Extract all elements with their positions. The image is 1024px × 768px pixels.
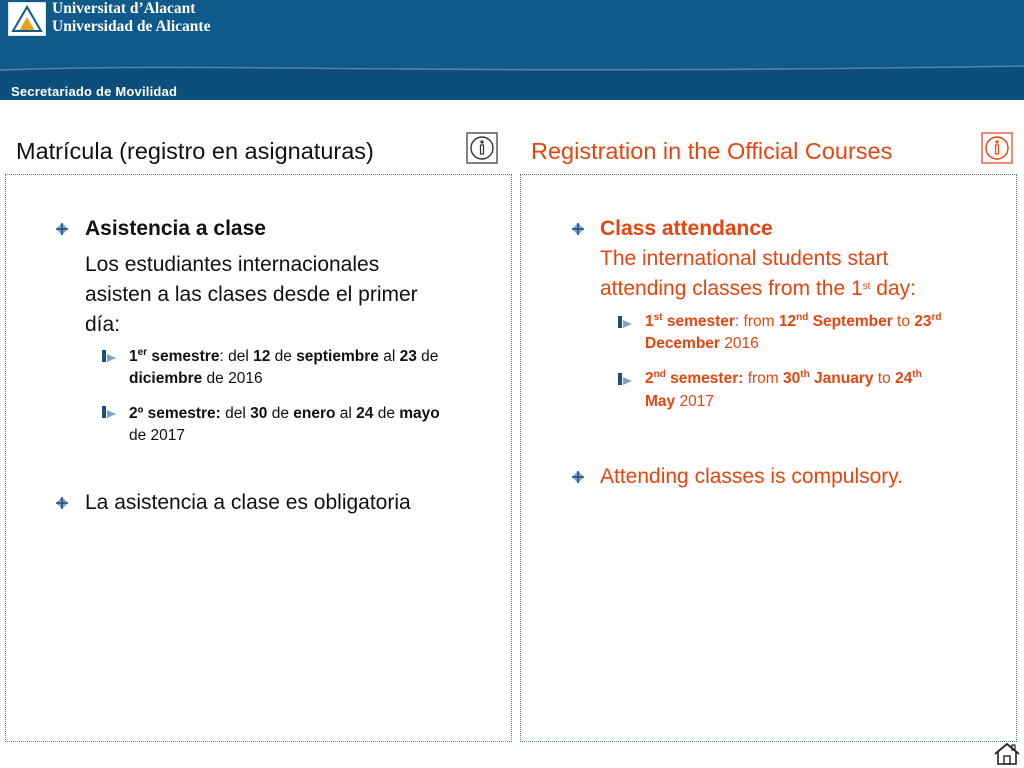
diamond-bullet-icon [572,471,584,483]
diamond-bullet-icon [56,497,68,509]
home-icon[interactable] [994,743,1020,765]
semester-1-line-1-en: 1st semester: from 12nd September to 23rd [645,312,942,330]
intro-line-2-es: asisten a las clases desde el primer [85,283,418,306]
arrow-bullet-icon [102,406,116,418]
semester-1-line-1-es: 1er semestre: del 12 de septiembre al 23 de [129,347,439,365]
compulsory-attendance-es: La asistencia a clase es obligatoria [85,491,411,514]
semester-2-line-1-es: 2º semestre: del 30 de enero al 24 de mayo [129,405,440,422]
university-name-es: Universidad de Alicante [52,18,211,35]
intro-line-3-es: día: [85,313,121,336]
diamond-bullet-icon [572,223,584,235]
semester-2-line-2-en: May 2017 [645,393,714,410]
university-name-ca: Universitat d’Alacant [52,0,196,17]
semester-2-line-2-es: de 2017 [129,427,186,444]
arrow-bullet-icon [618,316,632,328]
diamond-bullet-icon [56,223,68,235]
department-name: Secretariado de Movilidad [11,84,178,99]
info-icon[interactable] [466,132,498,164]
title-spanish: Matrícula (registro en asignaturas) [16,138,374,164]
header-banner [0,0,1024,100]
attendance-heading-en: Class attendance [600,217,773,240]
arrow-bullet-icon [618,373,632,385]
university-logo [8,2,46,36]
compulsory-attendance-en: Attending classes is compulsory. [600,465,904,488]
intro-line-2-en: attending classes from the 1st day: [600,277,916,300]
semester-1-line-2-en: December 2016 [645,335,759,352]
intro-line-1-en: The international students start [600,247,889,270]
semester-2-line-1-en: 2nd semester: from 30th January to 24th [645,369,922,387]
intro-line-1-es: Los estudiantes internacionales [85,253,380,276]
arrow-bullet-icon [102,350,116,362]
title-english: Registration in the Official Courses [531,138,893,164]
attendance-heading-es: Asistencia a clase [85,217,266,240]
semester-1-line-2-es: diciembre de 2016 [129,370,263,387]
info-icon[interactable] [981,132,1013,164]
